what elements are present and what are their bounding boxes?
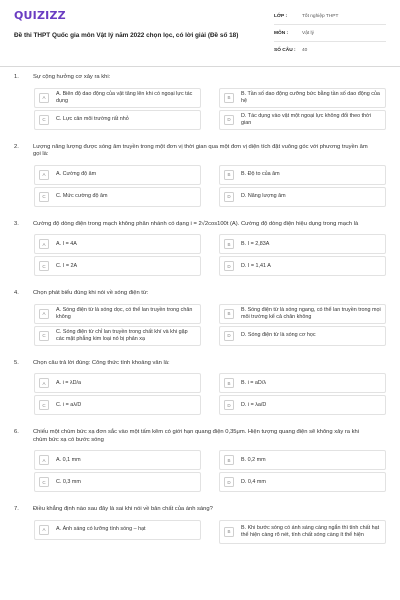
option-letter: B xyxy=(224,239,234,249)
option-letter: D xyxy=(224,331,234,341)
answer-options xyxy=(34,520,386,544)
answer-options xyxy=(34,304,386,346)
answer-option[interactable] xyxy=(34,326,201,346)
answer-option[interactable] xyxy=(34,234,201,254)
question-6 xyxy=(14,429,386,492)
answer-options xyxy=(34,450,386,492)
answer-option[interactable] xyxy=(34,110,201,130)
option-letter: D xyxy=(224,477,234,487)
option-letter: D xyxy=(224,261,234,271)
option-text: A. I = 4A xyxy=(56,240,77,247)
option-letter: A xyxy=(39,378,49,388)
question-text: Chọn phát biểu đúng khi nói về sóng điện từ: xyxy=(33,290,149,296)
question-number: 5. xyxy=(14,359,19,366)
answer-option[interactable] xyxy=(34,304,201,324)
option-text: C. Lực cản môi trường rất nhỏ xyxy=(56,116,129,123)
question-list xyxy=(0,74,400,544)
option-text: D. Sóng điện từ là sóng cơ học xyxy=(241,332,316,339)
answer-option[interactable] xyxy=(219,395,386,415)
answer-option[interactable] xyxy=(34,373,201,393)
option-letter: C xyxy=(39,115,49,125)
option-text: B. Khi bước sóng có ánh sáng càng ngắn thì tính chất hạt thể hiện càng rõ nét, tính chất sóng càng ít thể hiện xyxy=(241,525,380,538)
answer-option[interactable] xyxy=(34,165,201,185)
option-text: A. i = λD/a xyxy=(56,379,82,386)
question-1 xyxy=(14,74,386,130)
option-letter: A xyxy=(39,239,49,249)
answer-option[interactable] xyxy=(219,110,386,130)
option-text: B. Độ to của âm xyxy=(241,171,280,178)
answer-options xyxy=(34,234,386,276)
option-letter: B xyxy=(224,378,234,388)
option-letter: B xyxy=(224,170,234,180)
option-text: B. 0,2 mm xyxy=(241,456,266,463)
question-number: 2. xyxy=(14,143,19,150)
answer-option[interactable] xyxy=(219,88,386,108)
answer-option[interactable] xyxy=(34,256,201,276)
option-letter: C xyxy=(39,261,49,271)
option-text: A. Cường độ âm xyxy=(56,171,97,178)
question-text: Lượng năng lượng được sóng âm truyền trong một đơn vị thời gian qua một đơn vị diện tích đặt vuông góc với phương truyền âm gọi là: xyxy=(33,143,368,157)
answer-option[interactable] xyxy=(219,450,386,470)
option-text: D. I = 1,41 A xyxy=(241,262,271,269)
question-number: 7. xyxy=(14,506,19,512)
header-divider xyxy=(0,66,400,67)
meta-row-question-count xyxy=(274,42,386,58)
answer-option[interactable] xyxy=(219,187,386,207)
option-letter: D xyxy=(224,400,234,410)
option-letter: A xyxy=(39,309,49,319)
question-number: 3. xyxy=(14,220,19,227)
option-text: A. Biên độ dao động của vật tăng lên khi có ngoại lực tác dụng xyxy=(56,91,193,104)
option-text: C. 0,3 mm xyxy=(56,478,81,485)
quizizz-logo: QUIZIZZ xyxy=(14,9,66,22)
question-text: Cường độ dòng điện trong mạch không phân nhánh có dạng i = 2√2cos100t (A). Cường độ dòng điện hiệu dụng trong mạch là xyxy=(33,220,359,227)
meta-row-subject xyxy=(274,25,386,42)
meta-value: Tốt nghiệp THPT xyxy=(302,13,339,19)
answer-option[interactable] xyxy=(219,165,386,185)
question-text: Chiếu một chùm bức xạ đơn sắc vào một tấm kẽm có giới hạn quang điện 0,35μm. Hiện tượng quang điện sẽ không xảy ra khi chùm bức xạ có bước sóng xyxy=(33,429,360,443)
meta-label: SỐ CÂU : xyxy=(274,47,296,53)
answer-option[interactable] xyxy=(34,88,201,108)
option-text: A. 0,1 mm xyxy=(56,456,81,463)
answer-options xyxy=(34,88,386,130)
answer-option[interactable] xyxy=(219,256,386,276)
answer-option[interactable] xyxy=(34,395,201,415)
option-text: C. Mức cường độ âm xyxy=(56,193,108,200)
option-letter: B xyxy=(224,93,234,103)
option-letter: D xyxy=(224,192,234,202)
meta-row-class xyxy=(274,8,386,25)
option-text: B. Tần số dao động cưỡng bức bằng tần số dao động của hệ xyxy=(241,91,380,104)
answer-options xyxy=(34,165,386,207)
answer-option[interactable] xyxy=(219,373,386,393)
meta-label: LỚP : xyxy=(274,13,288,19)
option-text: C. i = aλ/D xyxy=(56,401,82,408)
option-letter: A xyxy=(39,455,49,465)
option-letter: C xyxy=(39,477,49,487)
question-7 xyxy=(14,506,386,544)
question-3 xyxy=(14,221,386,277)
option-letter: B xyxy=(224,455,234,465)
option-text: D. Tác dụng vào vật một ngoại lực không đổi theo thời gian xyxy=(241,113,371,126)
question-5 xyxy=(14,360,386,416)
option-letter: A xyxy=(39,93,49,103)
option-letter: A xyxy=(39,525,49,535)
answer-option[interactable] xyxy=(219,304,386,324)
worksheet-header xyxy=(14,8,386,60)
question-4 xyxy=(14,290,386,346)
answer-option[interactable] xyxy=(34,520,201,540)
option-text: C. Sóng điện từ chỉ lan truyền trong chất khí và khi gặp các mặt phẳng kim loại nó bị phản xạ xyxy=(56,329,188,342)
meta-value: 40 xyxy=(302,47,308,53)
answer-option[interactable] xyxy=(34,187,201,207)
option-text: B. i = aD/λ xyxy=(241,379,267,386)
question-text: Chọn câu trả lời đúng: Công thức tính khoảng vân là: xyxy=(33,359,170,366)
option-text: A. Sóng điện từ là sóng dọc, có thể lan truyền trong chân không xyxy=(56,307,193,320)
option-letter: D xyxy=(224,115,234,125)
option-letter: B xyxy=(224,309,234,319)
document-title: Đề thi THPT Quốc gia môn Vật lý năm 2022 chọn lọc, có lời giải (Đề số 18) xyxy=(14,32,239,39)
meta-box xyxy=(274,8,386,58)
option-text: B. I = 2,83A xyxy=(241,240,270,247)
option-letter: C xyxy=(39,331,49,341)
question-text: Điều khẳng định nào sau đây là sai khi nói về bản chất của ánh sáng? xyxy=(33,506,213,512)
question-number: 4. xyxy=(14,290,19,296)
option-text: D. i = λa/D xyxy=(241,401,267,408)
answer-option[interactable] xyxy=(219,520,386,544)
option-text: D. Năng lượng âm xyxy=(241,193,286,200)
option-text: D. 0,4 mm xyxy=(241,478,266,485)
meta-value: Vật lý xyxy=(302,30,314,36)
option-letter: A xyxy=(39,170,49,180)
meta-label: MÔN : xyxy=(274,30,289,36)
option-letter: C xyxy=(39,400,49,410)
answer-options xyxy=(34,373,386,415)
question-2 xyxy=(14,144,386,207)
option-letter: B xyxy=(224,527,234,537)
option-text: B. Sóng điện từ là sóng ngang, có thể lan truyền trong mọi môi trường kể cả chân không xyxy=(241,307,381,320)
option-letter: C xyxy=(39,192,49,202)
option-text: A. Ánh sáng có lưỡng tính sóng – hạt xyxy=(56,526,146,533)
question-text: Sự cộng hưởng cơ xảy ra khi: xyxy=(33,74,111,80)
answer-option[interactable] xyxy=(219,326,386,346)
answer-option[interactable] xyxy=(34,472,201,492)
answer-option[interactable] xyxy=(219,472,386,492)
question-number: 1. xyxy=(14,74,19,80)
question-number: 6. xyxy=(14,429,19,435)
answer-option[interactable] xyxy=(219,234,386,254)
option-text: C. I = 2A xyxy=(56,262,78,269)
answer-option[interactable] xyxy=(34,450,201,470)
